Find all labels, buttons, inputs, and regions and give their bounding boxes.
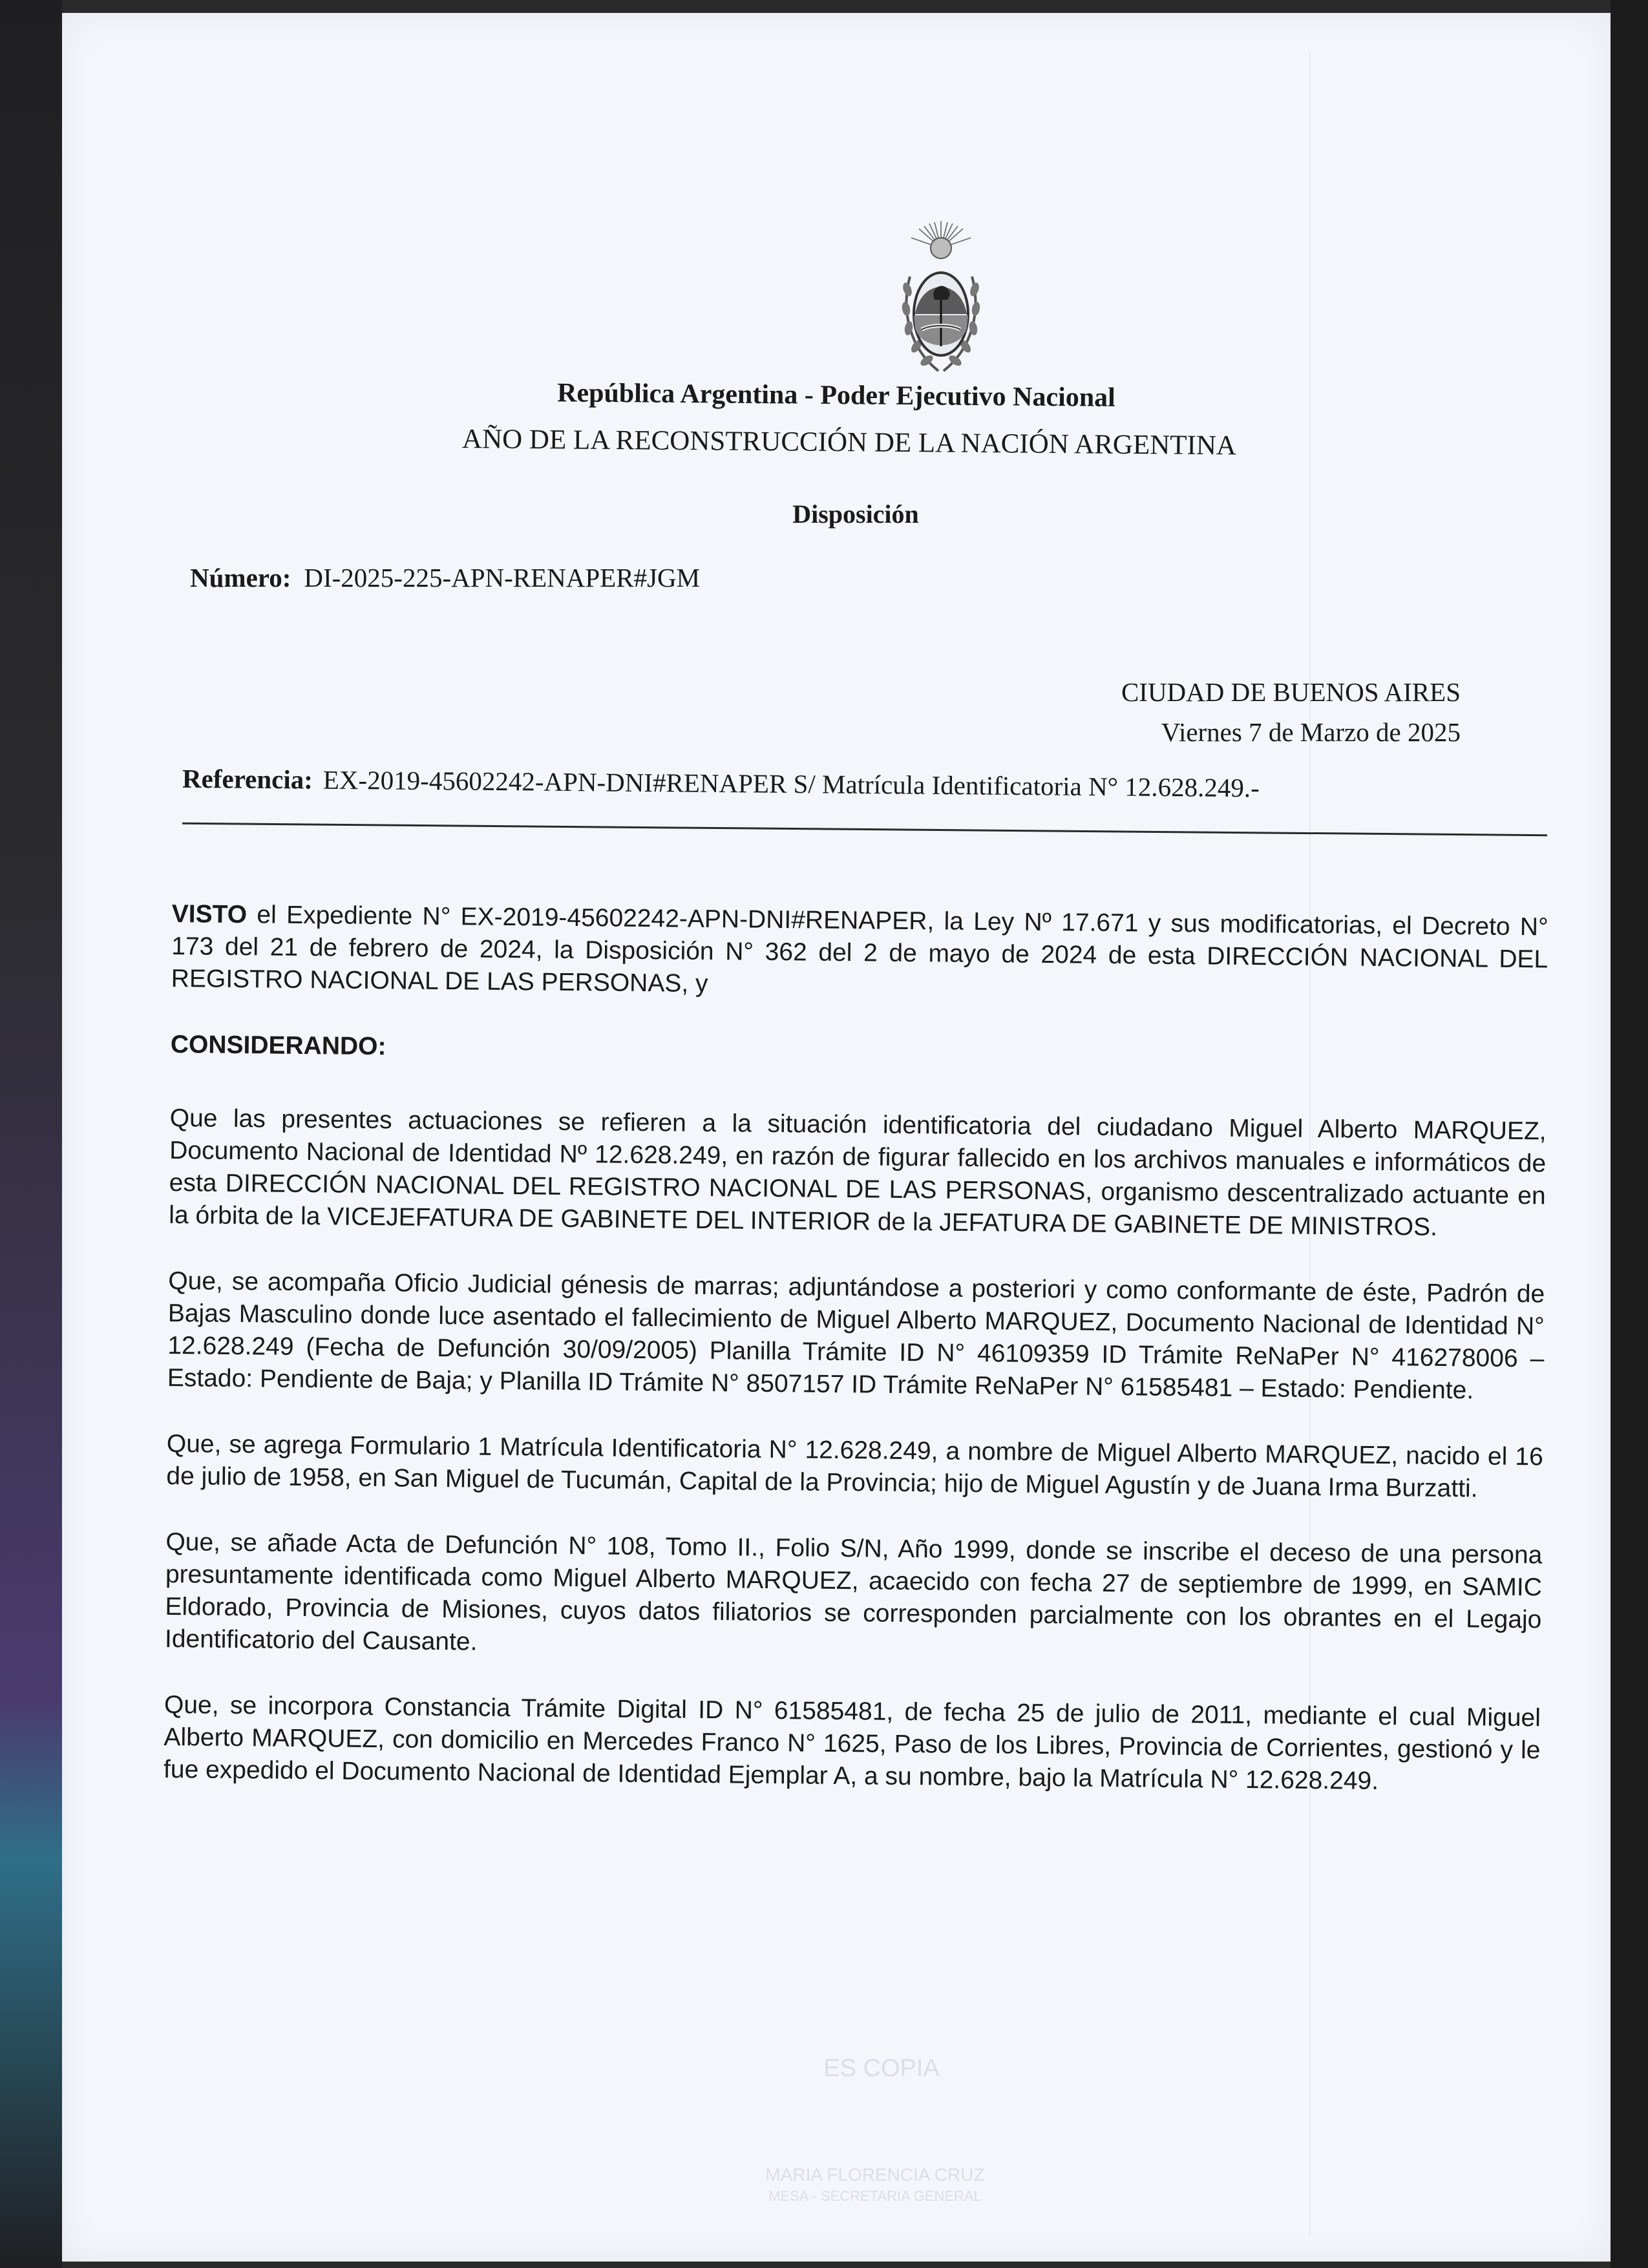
paragraph-4: Que, se añade Acta de Defunción N° 108, Tomo II., Folio S/N, Año 1999, donde se inscribe el deceso de una persona presuntamente identificada como Miguel Alberto MARQUEZ, acaecido con fecha 27 de septiembre de 1999, en SAMIC Eldorado, Provincia de Misiones, cuyos datos filiatorios se corresponden parcialmente con los obrantes en el Legajo Identificatorio del Causante. — [164, 1528, 1543, 1656]
header-republica: República Argentina - Poder Ejecutivo Nacional — [556, 378, 1116, 413]
scan-border-right — [1611, 0, 1648, 2268]
referencia-value: EX-2019-45602242-APN-DNI#RENAPER S/ Matrícula Identificatoria N° 12.628.249.- — [322, 764, 1260, 803]
reference — [182, 763, 1260, 804]
paragraph-1: Que las presentes actuaciones se refieren a la situación identificatoria del ciudadano Miguel Alberto MARQUEZ, Documento Nacional de Identidad Nº 12.628.249, en razón de figurar fallecido en los archivos manuales e informáticos de esta DIRECCIÓN NACIONAL DEL REGISTRO NACIONAL DE LAS PERSONAS, organismo descentralizado actuante en la órbita de la VICEJEFATURA DE GABINETE DEL INTERIOR de la JEFATURA DE GABINETE DE MINISTROS. — [169, 1104, 1547, 1241]
scan-border-left — [0, 0, 62, 2268]
visto-text: el Expediente N° EX-2019-45602242-APN-DNI#RENAPER, la Ley Nº 17.671 y sus modificatorias, el Decreto N° 173 del 21 de febrero de 2024, la Disposición N° 362 del 2 de mayo de 2024 de esta DIRECCIÓN NACIONAL DEL REGISTRO NACIONAL DE LAS PERSONAS, y — [171, 901, 1548, 998]
date: Viernes 7 de Marzo de 2025 — [1161, 717, 1461, 747]
referencia-label: Referencia: — [182, 763, 313, 795]
document-page — [62, 13, 1611, 2262]
coat-of-arms-icon — [896, 218, 986, 377]
city: CIUDAD DE BUENOS AIRES — [1121, 677, 1461, 707]
stamp-office: MESA - SECRETARIA GENERAL — [768, 2188, 982, 2204]
stamp-name: MARIA FLORENCIA CRUZ — [765, 2165, 985, 2185]
copy-stamp: ES COPIA — [823, 2055, 940, 2082]
document-type-title: Disposición — [792, 499, 919, 529]
paragraph-2: Que, se acompaña Oficio Judicial génesis de marras; adjuntándose a posteriori y como conformante de éste, Padrón de Bajas Masculino donde luce asentado el fallecimiento de Miguel Alberto MARQUEZ, Documento Nacional de Identidad N° 12.628.249 (Fecha de Defunción 30/09/2005) Planilla Trámite ID N° 46109359 ID Trámite ReNaPer N° 416278006 – Estado: Pendiente de Baja; y Planilla ID Trámite N° 8507157 ID Trámite ReNaPer N° 61585481 – Estado: Pendiente. — [167, 1266, 1545, 1405]
paragraph-5: Que, se incorpora Constancia Trámite Digital ID N° 61585481, de fecha 25 de julio de 2011, mediante el cual Miguel Alberto MARQUEZ, con domicilio en Mercedes Franco N° 1625, Paso de los Libres, Provincia de Corrientes, gestionó y le fue expedido el Documento Nacional de Identidad Ejemplar A, a su nombre, bajo la Matrícula N° 12.628.249. — [163, 1690, 1541, 1795]
paragraph-3: Que, se agrega Formulario 1 Matrícula Identificatoria N° 12.628.249, a nombre de Miguel Alberto MARQUEZ, nacido el 16 de julio de 1958, en San Miguel de Tucumán, Capital de la Provincia; hijo de Miguel Agustín y de Juana Irma Burzatti. — [166, 1429, 1544, 1503]
header-year-motto: AÑO DE LA RECONSTRUCCIÓN DE LA NACIÓN ARGENTINA — [461, 423, 1237, 461]
considerando-heading: CONSIDERANDO: — [170, 1030, 386, 1061]
header-divider — [182, 823, 1547, 836]
place-and-date — [1121, 672, 1461, 752]
document-number — [190, 562, 700, 593]
visto-label: VISTO — [171, 899, 248, 929]
numero-label: Número: — [190, 563, 291, 593]
visto-paragraph — [171, 898, 1548, 1008]
document-body — [163, 898, 1548, 1832]
numero-value: DI-2025-225-APN-RENAPER#JGM — [304, 563, 701, 593]
